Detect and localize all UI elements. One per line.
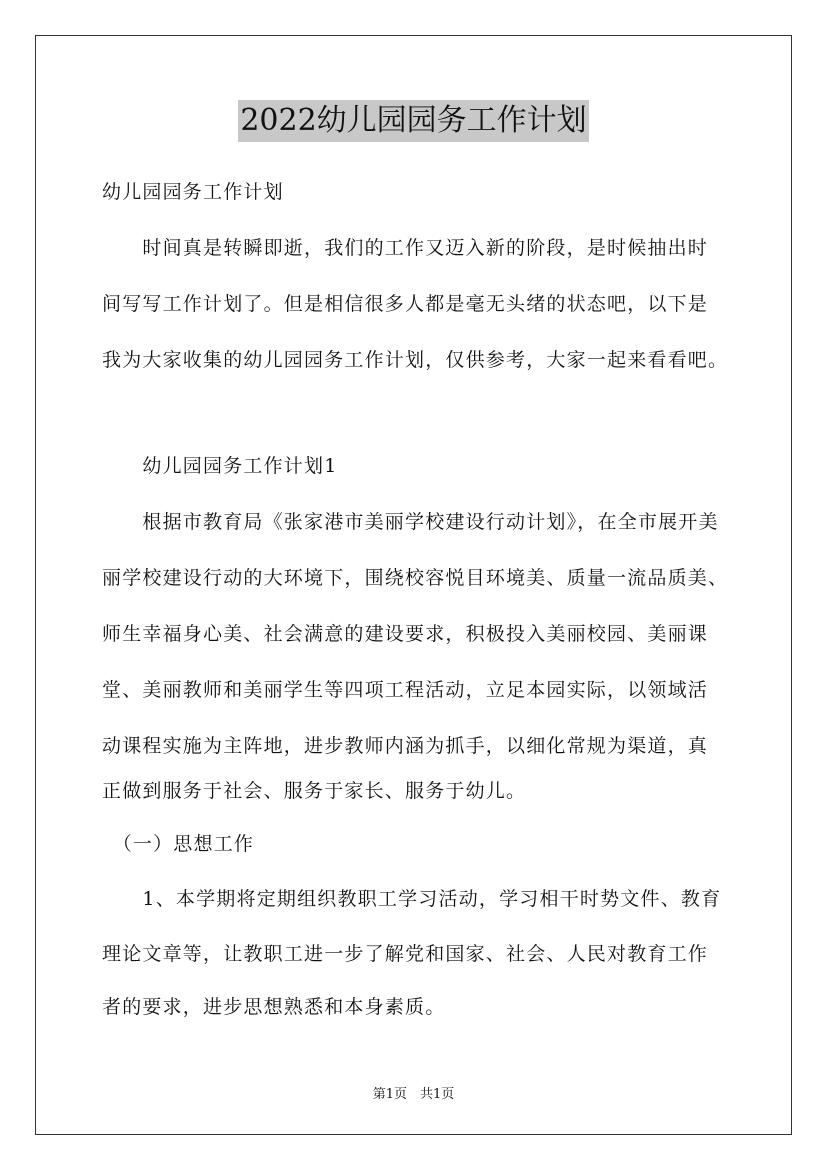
- subsection-heading: （一）思想工作: [102, 833, 255, 855]
- body-line: 间写写工作计划了。但是相信很多人都是毫无头绪的状态吧，以下是: [102, 293, 709, 315]
- body-line: 正做到服务于社会、服务于家长、服务于幼儿。: [102, 780, 527, 802]
- body-line: 堂、美丽教师和美丽学生等四项工程活动，立足本园实际，以领域活: [102, 679, 709, 701]
- body-line: 师生幸福身心美、社会满意的建设要求，积极投入美丽校园、美丽课: [102, 623, 709, 645]
- body-line: 动课程实施为主阵地，进步教师内涵为抓手，以细化常规为渠道，真: [102, 735, 709, 757]
- subtitle-line: 幼儿园园务工作计划: [102, 181, 284, 203]
- document-title: 2022幼儿园园务工作计划: [238, 100, 588, 142]
- section-heading: 幼儿园园务工作计划1: [102, 455, 338, 477]
- body-line: 理论文章等，让教职工进一步了解党和国家、社会、人民对教育工作: [102, 943, 709, 965]
- body-line: 1、本学期将定期组织教职工学习活动，学习相干时势文件、教育: [102, 888, 722, 910]
- title-container: [0, 100, 827, 142]
- body-line: 我为大家收集的幼儿园园务工作计划，仅供参考，大家一起来看看吧。: [102, 349, 729, 371]
- page-number-footer: 第1页 共1页: [372, 1087, 455, 1102]
- body-line: 丽学校建设行动的大环境下，围绕校容悦目环境美、质量一流品质美、: [102, 567, 729, 589]
- body-line: 时间真是转瞬即逝，我们的工作又迈入新的阶段，是时候抽出时: [102, 237, 709, 259]
- body-line: 根据市教育局《张家港市美丽学校建设行动计划》，在全市展开美: [102, 511, 719, 533]
- body-line: 者的要求，进步思想熟悉和本身素质。: [102, 996, 446, 1018]
